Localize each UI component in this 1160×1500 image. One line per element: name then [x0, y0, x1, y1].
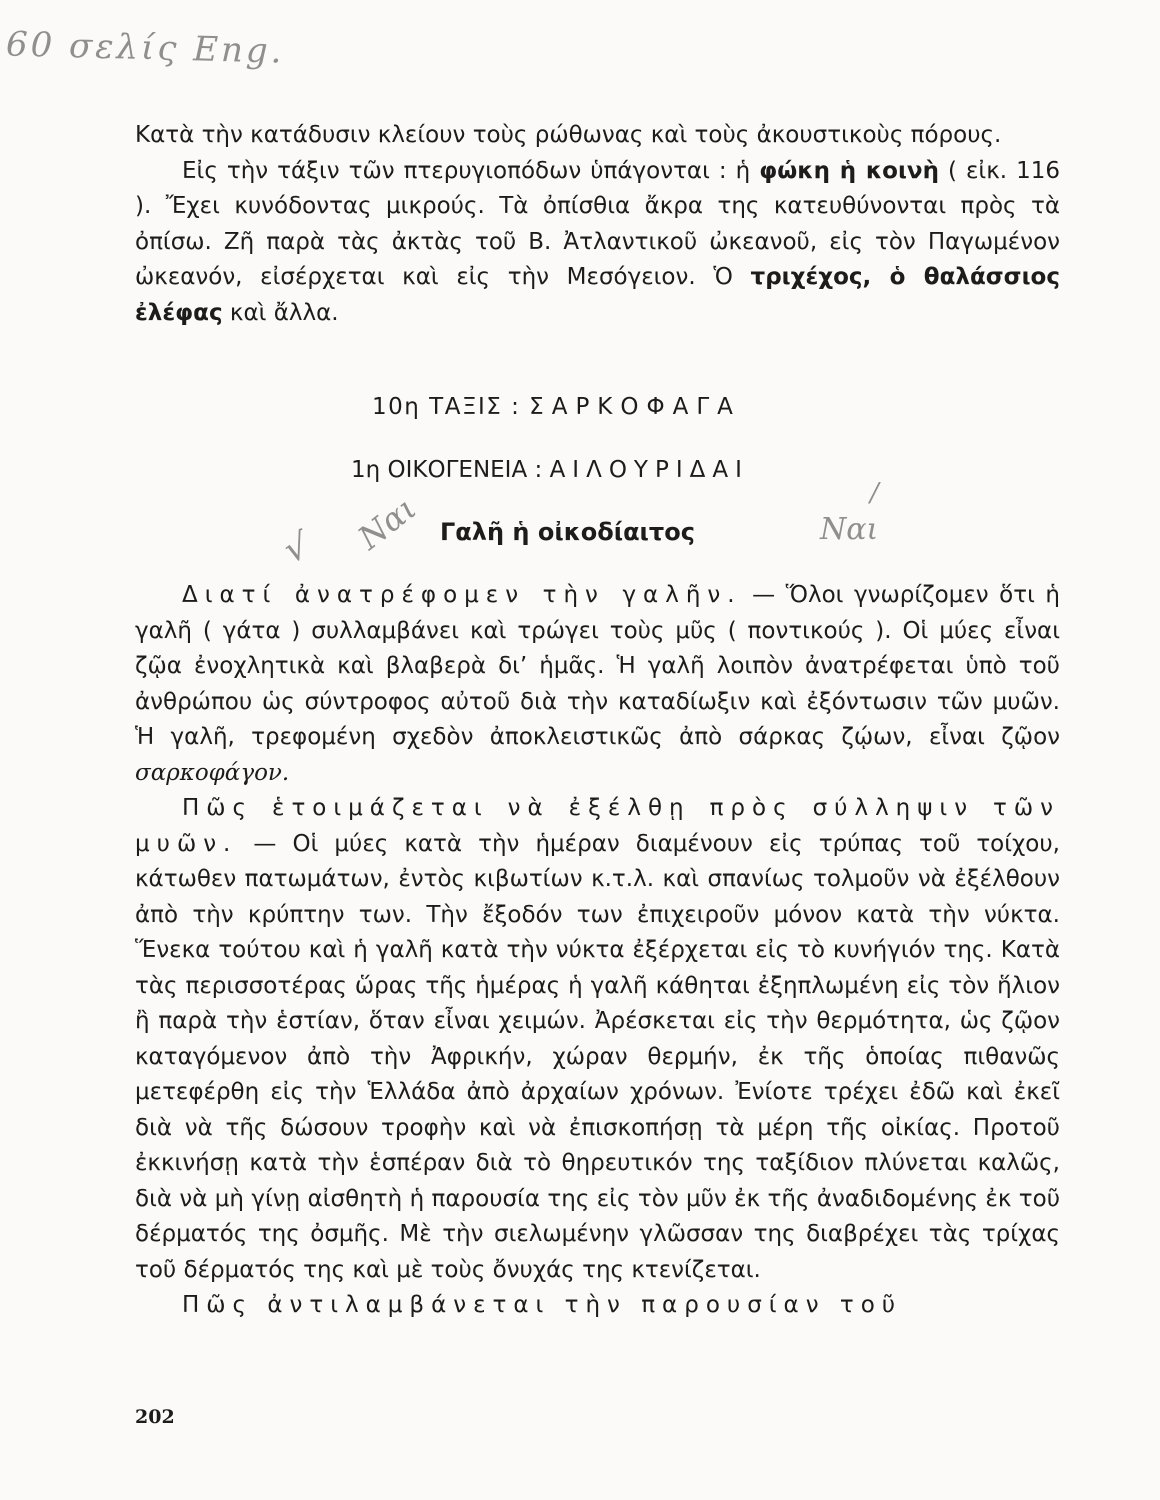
handwritten-tick: / — [870, 478, 879, 508]
bold-term: φώκη ἡ κοινὴ — [759, 157, 939, 184]
italic-term: σαρκοφάγον. — [135, 759, 290, 786]
handwritten-margin-mark: Ναι — [350, 488, 424, 558]
bold-term: τριχέχος, ὁ θαλάσσιος ἐλέφας — [135, 264, 1060, 326]
paragraph: Κατὰ τὴν κατάδυσιν κλείουν τοὺς ρώθωνας καὶ τοὺς ἀκουστικοὺς πόρους. — [135, 122, 1002, 148]
paragraph: Εἰς τὴν τάξιν τῶν πτερυγιοπόδων ὑπάγονται : ἡ φώκη ἡ κοινὴ ( εἰκ. 116 ). Ἔχει κυνόδοντας μικρούς. Τὰ ὀπίσθια ἄκρα της κατευθύνονται πρὸς τὰ ὀπίσω. Ζῆ παρὰ τὰς ἀκτὰς τοῦ Β. Ἀτλαντικοῦ ὠκεανοῦ, εἰς τὸν Παγωμένον ὠκεανόν, εἰσέρχεται καὶ εἰς τὴν Μεσόγειον. Ὁ τριχέχος, ὁ θαλάσσιος ἐλέφας καὶ ἄλλα. — [135, 157, 1061, 326]
handwritten-check-mark: √ — [279, 525, 314, 572]
paragraph-lead: Πῶς ἀντιλαμβάνεται τὴν παρουσίαν τοῦ — [182, 1292, 903, 1318]
text-block-lower — [135, 578, 1060, 1324]
section-heading-family: 1η ΟΙΚΟΓΕΝΕΙΑ : ΑΙΛΟΥΡΙΔΑΙ — [351, 457, 749, 483]
handwritten-annotation: Ναι — [820, 512, 879, 547]
paragraph-lead: Πῶς ἑτοιμάζεται νὰ ἐξέλθῃ πρὸς σύλληψιν τῶν μυῶν. — [135, 795, 1060, 857]
paragraph — [135, 1288, 1060, 1324]
species-title: Γαλῆ ἡ οἰκοδίαιτος — [440, 518, 695, 546]
paragraph: Διατί ἀνατρέφομεν τὴν γαλῆν. — Ὅλοι γνωρίζομεν ὅτι ἡ γαλῆ ( γάτα ) συλλαμβάνει καὶ τρώγει τοὺς μῦς ( ποντικούς ). Οἱ μύες εἶναι ζῷα ἐνοχλητικὰ καὶ βλαβερὰ δι’ ἡμᾶς. Ἡ γαλῆ λοιπὸν ἀνατρέφεται ὑπὸ τοῦ ἀνθρώπου ὡς σύντροφος αὐτοῦ διὰ τὴν καταδίωξιν καὶ ἐξόντωσιν τῶν μυῶν. Ἡ γαλῆ, τρεφομένη σχεδὸν ἀποκλειστικῶς ἀπὸ σάρκας ζῴων, εἶναι ζῷον σαρκοφάγον. — [135, 582, 1061, 786]
handwritten-note: 60 σελίς Eng. — [5, 24, 286, 72]
text-block-upper — [135, 118, 1060, 331]
paragraph-lead: Διατί ἀνατρέφομεν τὴν γαλῆν. — [182, 582, 742, 608]
paragraph: Πῶς ἑτοιμάζεται νὰ ἐξέλθῃ πρὸς σύλληψιν τῶν μυῶν. — Οἱ μύες κατὰ τὴν ἡμέραν διαμένουν εἰς τρύπας τοῦ τοίχου, κάτωθεν πατωμάτων, ἐντὸς κιβωτίων κ.τ.λ. καὶ σπανίως τολμοῦν νὰ ἐξέλθουν ἀπὸ τὴν κρύπτην των. Τὴν ἔξοδόν των ἐπιχειροῦν μόνον κατὰ τὴν νύκτα. Ἕνεκα τούτου καὶ ἡ γαλῆ κατὰ τὴν νύκτα ἐξέρχεται εἰς τὸ κυνήγιόν της. Κατὰ τὰς περισσοτέρας ὥρας τῆς ἡμέρας ἡ γαλῆ κάθηται ἐξηπλωμένη εἰς τὸν ἥλιον ἢ παρὰ τὴν ἑστίαν, ὅταν εἶναι χειμών. Ἀρέσκεται εἰς τὴν θερμότητα, ὡς ζῷον καταγόμενον ἀπὸ τὴν Ἀφρικήν, χώραν θερμήν, ἐκ τῆς ὁποίας πιθανῶς μετεφέρθη εἰς τὴν Ἑλλάδα ἀπὸ ἀρχαίων χρόνων. Ἐνίοτε τρέχει ἐδῶ καὶ ἐκεῖ διὰ νὰ τῆς δώσουν τροφὴν καὶ νὰ ἐπισκοπήσῃ τὰ μέρη τῆς οἰκίας. Προτοῦ ἐκκινήσῃ κατὰ τὴν ἑσπέραν διὰ τὸ θηρευτικόν της ταξίδιον πλύνεται καλῶς, διὰ νὰ μὴ γίνῃ αἰσθητὴ ἡ παρουσία της εἰς τὸν μῦν ἐκ τῆς ἀναδιδομένης ἐκ τοῦ δέρματός της ὀσμῆς. Μὲ τὴν σιελωμένην γλῶσσαν της διαβρέχει τὰς τρίχας τοῦ δέρματός της καὶ μὲ τοὺς ὄνυχάς της κτενίζεται. — [135, 795, 1060, 1283]
page-number: 202 — [135, 1406, 175, 1428]
section-heading-order: 10η ΤΑΞΙΣ : ΣΑΡΚΟΦΑΓΑ — [372, 394, 741, 420]
